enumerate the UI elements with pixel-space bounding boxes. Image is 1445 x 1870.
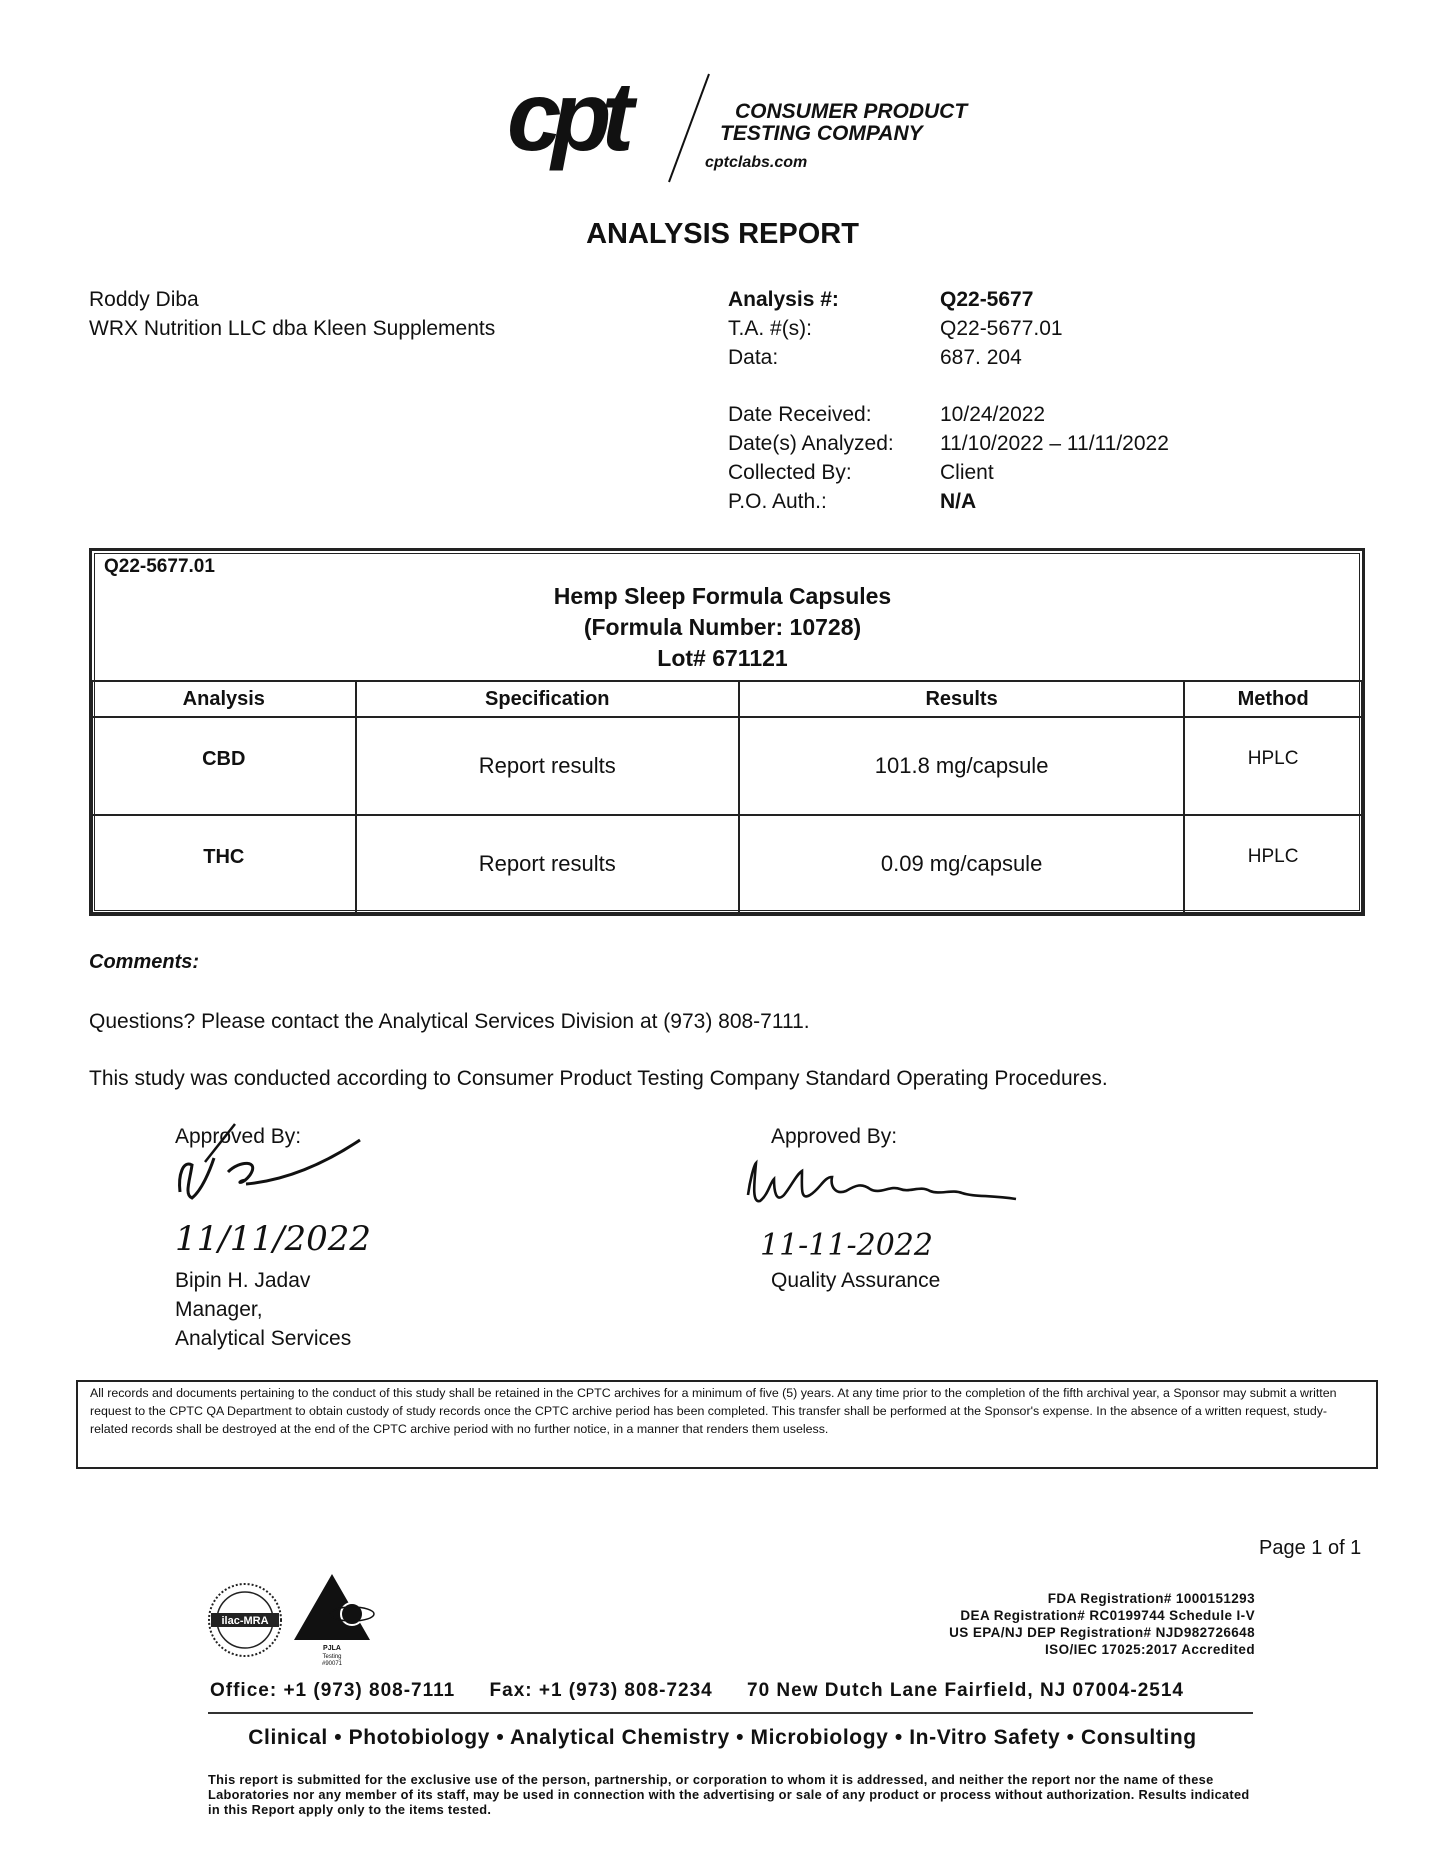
comments-procedures: This study was conducted according to Consumer Product Testing Company Standard Operating Procedures.: [89, 1067, 1108, 1090]
fax-number: Fax: +1 (973) 808-7234: [489, 1680, 713, 1701]
signature-qa: [740, 1155, 1040, 1265]
column-header-results: Results: [739, 681, 1184, 717]
client-company: WRX Nutrition LLC dba Kleen Supplements: [89, 317, 496, 340]
svg-text:11-11-2022: 11-11-2022: [760, 1228, 933, 1263]
result-cell: 101.8 mg/capsule: [739, 717, 1184, 815]
table-header-row: [92, 681, 1362, 717]
services-list: Clinical • Photobiology • Analytical Chemistry • Microbiology • In-Vitro Safety • Consulting: [248, 1726, 1197, 1749]
svg-text:PJLA: PJLA: [323, 1645, 341, 1652]
product-name: Hemp Sleep Formula Capsules: [553, 583, 892, 609]
records-disclaimer: All records and documents pertaining to the conduct of this study shall be retained in the CPTC archives for a minimum of five (5) years. At any time prior to the completion of the fifth archival year, a Sponsor may submit a written request to the CPTC QA Department to obtain custody of study records once the CPTC archive period has been completed. This transfer shall be performed at the Sponsor's expense. In the absence of a written request, study-related records shall be destroyed at the end of the CPTC archive period with no further notice, in a manner that renders them useless.: [76, 1380, 1378, 1469]
approver-title: Manager,: [175, 1298, 263, 1321]
results-table: [91, 680, 1363, 914]
column-header-analysis: Analysis: [92, 681, 356, 717]
result-cell: 0.09 mg/capsule: [739, 815, 1184, 913]
qa-signatory: Quality Assurance: [771, 1269, 941, 1292]
date-received-value: 10/24/2022: [940, 403, 1046, 426]
specification-cell: Report results: [356, 815, 739, 913]
po-auth-value: N/A: [940, 490, 977, 513]
collected-by-label: Collected By:: [728, 461, 852, 484]
analysis-cell: THC: [92, 815, 356, 913]
ta-number-value: Q22-5677.01: [940, 317, 1063, 340]
ta-number-label: T.A. #(s):: [728, 317, 813, 340]
analysis-number-label: Analysis #:: [728, 288, 839, 311]
company-name-line2: TESTING COMPANY: [720, 122, 923, 145]
svg-text:Testing: Testing: [322, 1654, 342, 1660]
svg-text:#90071: #90071: [321, 1661, 343, 1667]
data-label: Data:: [728, 346, 779, 369]
lot-number: Lot# 671121: [657, 645, 788, 671]
approver-department: Analytical Services: [175, 1327, 352, 1350]
comments-label: Comments:: [89, 951, 200, 973]
company-name-line1: CONSUMER PRODUCT: [735, 100, 968, 123]
page-number: Page 1 of 1: [1259, 1537, 1362, 1559]
svg-text:11/11/2022: 11/11/2022: [175, 1219, 371, 1259]
po-auth-label: P.O. Auth.:: [728, 490, 827, 513]
dea-registration: DEA Registration# RC0199744 Schedule I-V: [960, 1608, 1255, 1623]
sample-id: Q22-5677.01: [104, 556, 215, 577]
specification-cell: Report results: [356, 717, 739, 815]
method-cell: HPLC: [1184, 815, 1362, 913]
date-received-label: Date Received:: [728, 403, 872, 426]
column-header-method: Method: [1184, 681, 1362, 717]
approved-by-label-2: Approved By:: [771, 1125, 898, 1148]
client-name: Roddy Diba: [89, 288, 199, 311]
dates-analyzed-label: Date(s) Analyzed:: [728, 432, 894, 455]
data-value: 687. 204: [940, 346, 1022, 369]
formula-number: (Formula Number: 10728): [583, 614, 862, 640]
pjla-logo: [290, 1570, 390, 1670]
footer-legal-note: This report is submitted for the exclusive use of the person, partnership, or corporation to whom it is addressed, and neither the report nor the name of these Laboratories nor any member of its staff, may be used in connection with the advertising or sale of any product or process without authorization. Results indicated in this Report apply only to the items tested.: [208, 1772, 1250, 1817]
table-row: [92, 815, 1362, 913]
signature-jadav: [150, 1120, 380, 1270]
column-header-specification: Specification: [356, 681, 739, 717]
footer-divider: [208, 1712, 1253, 1714]
table-row: [92, 717, 1362, 815]
address: 70 New Dutch Lane Fairfield, NJ 07004-2514: [747, 1680, 1184, 1701]
comments-contact: Questions? Please contact the Analytical Services Division at (973) 808-7111.: [89, 1010, 810, 1033]
approver-name: Bipin H. Jadav: [175, 1269, 311, 1292]
company-website: cptclabs.com: [705, 154, 808, 171]
epa-registration: US EPA/NJ DEP Registration# NJD982726648: [949, 1625, 1255, 1640]
contact-info: [210, 1680, 1184, 1702]
company-logo: [505, 70, 975, 185]
office-phone: Office: +1 (973) 808-7111: [210, 1680, 456, 1701]
svg-text:ilac-MRA: ilac-MRA: [221, 1615, 269, 1627]
analysis-number-value: Q22-5677: [940, 288, 1034, 311]
analysis-cell: CBD: [92, 717, 356, 815]
dates-analyzed-value: 11/10/2022 – 11/11/2022: [940, 432, 1169, 455]
method-cell: HPLC: [1184, 717, 1362, 815]
svg-text:cpt: cpt: [507, 70, 624, 171]
collected-by-value: Client: [940, 461, 994, 484]
iso-accreditation: ISO/IEC 17025:2017 Accredited: [1045, 1642, 1255, 1657]
ilac-mra-logo: [205, 1580, 285, 1660]
approved-by-label-1: Approved By:: [175, 1125, 302, 1148]
fda-registration: FDA Registration# 1000151293: [1047, 1591, 1255, 1606]
report-title: ANALYSIS REPORT: [586, 218, 859, 250]
